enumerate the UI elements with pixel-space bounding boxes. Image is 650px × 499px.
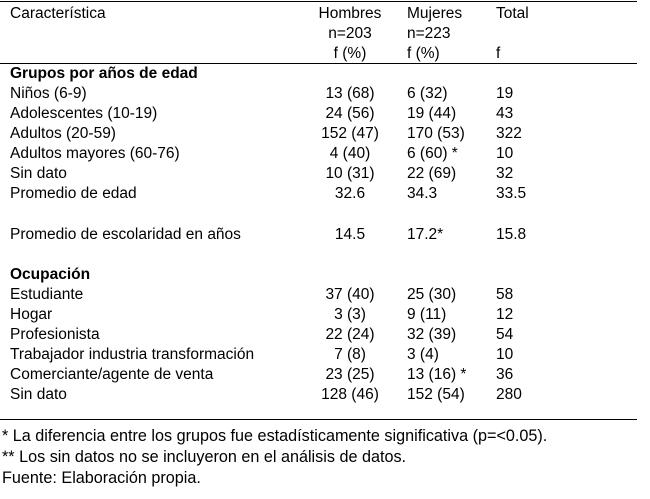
table-notes	[2, 426, 547, 489]
note-source: Fuente: Elaboración propia.	[2, 469, 201, 487]
note-missing-data: ** Los sin datos no se incluyeron en el análisis de datos.	[2, 448, 407, 466]
table-row: Profesionista 22 (24) 32 (39) 54	[10, 326, 514, 343]
table-row: Adultos (20-59) 152 (47) 170 (53) 322	[10, 125, 522, 142]
table-row: Adolescentes (10-19) 24 (56) 19 (44) 43	[10, 105, 514, 122]
header-mujeres-unit: f (%)	[407, 45, 440, 62]
header-caracteristica: Característica	[10, 5, 106, 22]
table-row: Trabajador industria transformación 7 (8) 3 (4) 10	[10, 346, 514, 363]
table-row-escolaridad: Promedio de escolaridad en años 14.5 17.2* 15.8	[10, 226, 527, 243]
note-significance: * La diferencia entre los grupos fue estadísticamente significativa (p=<0.05).	[2, 427, 548, 445]
header-mujeres-n: n=223	[407, 25, 451, 42]
header-hombres-unit: f (%)	[333, 45, 367, 62]
section-title-ocupacion: Ocupación	[10, 266, 91, 283]
header-row-1	[0, 4, 650, 24]
header-mujeres: Mujeres	[407, 5, 463, 22]
table-row: Sin dato 128 (46) 152 (54) 280	[10, 386, 522, 403]
header-total: Total	[496, 5, 529, 22]
header-total-unit: f	[496, 45, 501, 62]
table-row: Sin dato 10 (31) 22 (69) 32	[10, 165, 514, 182]
table-row: Niños (6-9) 13 (68) 6 (32) 19	[10, 85, 514, 102]
header-row-3	[0, 44, 650, 64]
table-row: Promedio de edad 32.6 34.3 33.5	[10, 185, 527, 202]
top-rule	[0, 1, 637, 2]
header-row-2	[0, 24, 650, 44]
table-row: Hogar 3 (3) 9 (11) 12	[10, 306, 514, 323]
section-title-edad: Grupos por años de edad	[10, 65, 198, 82]
table-row: Estudiante 37 (40) 25 (30) 58	[10, 286, 514, 303]
bottom-rule	[0, 419, 637, 420]
header-hombres: Hombres	[318, 5, 382, 22]
table-row: Comerciante/agente de venta 23 (25) 13 (16) * 36	[10, 366, 514, 383]
table-row: Adultos mayores (60-76) 4 (40) 6 (60) * 10	[10, 145, 514, 162]
header-hombres-n: n=203	[328, 25, 372, 42]
